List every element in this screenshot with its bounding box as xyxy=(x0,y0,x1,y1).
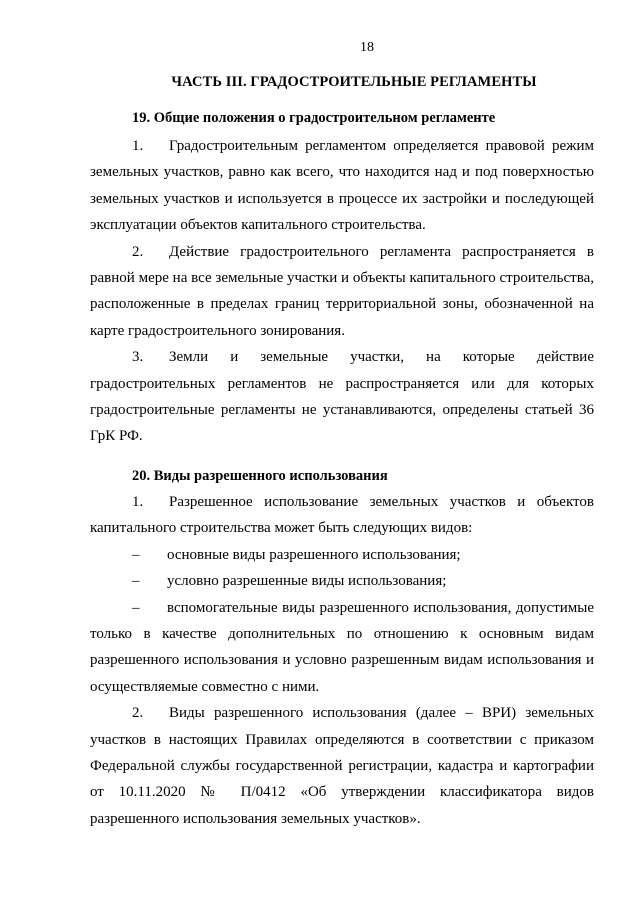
part-title: ЧАСТЬ III. ГРАДОСТРОИТЕЛЬНЫЕ РЕГЛАМЕНТЫ xyxy=(171,74,537,90)
list-item-text: вспомогательные виды разрешенного использования, допустимые только в качестве дополнительных по отношению к основным видам разрешенного использования и условно разрешенным видам использования и осуществляемые совместно с ними. xyxy=(90,599,594,695)
list-item-text: основные виды разрешенного использования; xyxy=(167,546,461,563)
dash-marker: – xyxy=(132,546,140,563)
paragraph-20-1 xyxy=(90,489,594,542)
list-item xyxy=(90,595,594,701)
paragraph-number: 2. xyxy=(132,705,144,722)
paragraph-text: Земли и земельные участки, на которые действие градостроительных регламентов не распространяется или для которых градостроительные регламенты не устанавливаются, определены статьей 36 ГрК РФ. xyxy=(90,349,594,445)
section-title-20: 20. Виды разрешенного использования xyxy=(132,467,388,484)
paragraph-text: Виды разрешенного использования (далее – ВРИ) земельных участков в настоящих Правилах определяются в соответствии с приказом Федеральной службы государственной регистрации, кадастра и картографии от 10.11.2020 № П/0412 «Об утверждении классификатора видов разрешенного использования земельных участков». xyxy=(90,705,594,827)
paragraph-19-2 xyxy=(90,239,594,345)
paragraph-number: 3. xyxy=(132,349,144,366)
list-item xyxy=(90,542,594,568)
dash-marker: – xyxy=(132,573,140,590)
list-item xyxy=(90,568,594,594)
paragraph-text: Действие градостроительного регламента распространяется в равной мере на все земельные участки и объекты капитального строительства, расположенные в пределах границ территориальной зоны, обозначенной на карте градостроительного зонирования. xyxy=(90,243,594,339)
paragraph-19-1 xyxy=(90,133,594,239)
paragraph-text: Градостроительным регламентом определяется правовой режим земельных участков, равно как всего, что находится над и под поверхностью земельных участков и используется в процессе их застройки и последующей эксплуатации объектов капитального строительства. xyxy=(90,138,594,234)
dash-marker: – xyxy=(132,599,140,616)
paragraph-number: 1. xyxy=(132,138,144,154)
paragraph-20-2 xyxy=(90,700,594,832)
paragraph-number: 1. xyxy=(132,493,144,510)
page-number: 18 xyxy=(360,40,374,55)
paragraph-19-3 xyxy=(90,344,594,450)
list-item-text: условно разрешенные виды использования; xyxy=(167,573,447,590)
paragraph-number: 2. xyxy=(132,243,144,260)
section-title-19: 19. Общие положения о градостроительном регламенте xyxy=(132,110,496,126)
paragraph-text: Разрешенное использование земельных участков и объектов капитального строительства может быть следующих видов: xyxy=(90,493,594,537)
